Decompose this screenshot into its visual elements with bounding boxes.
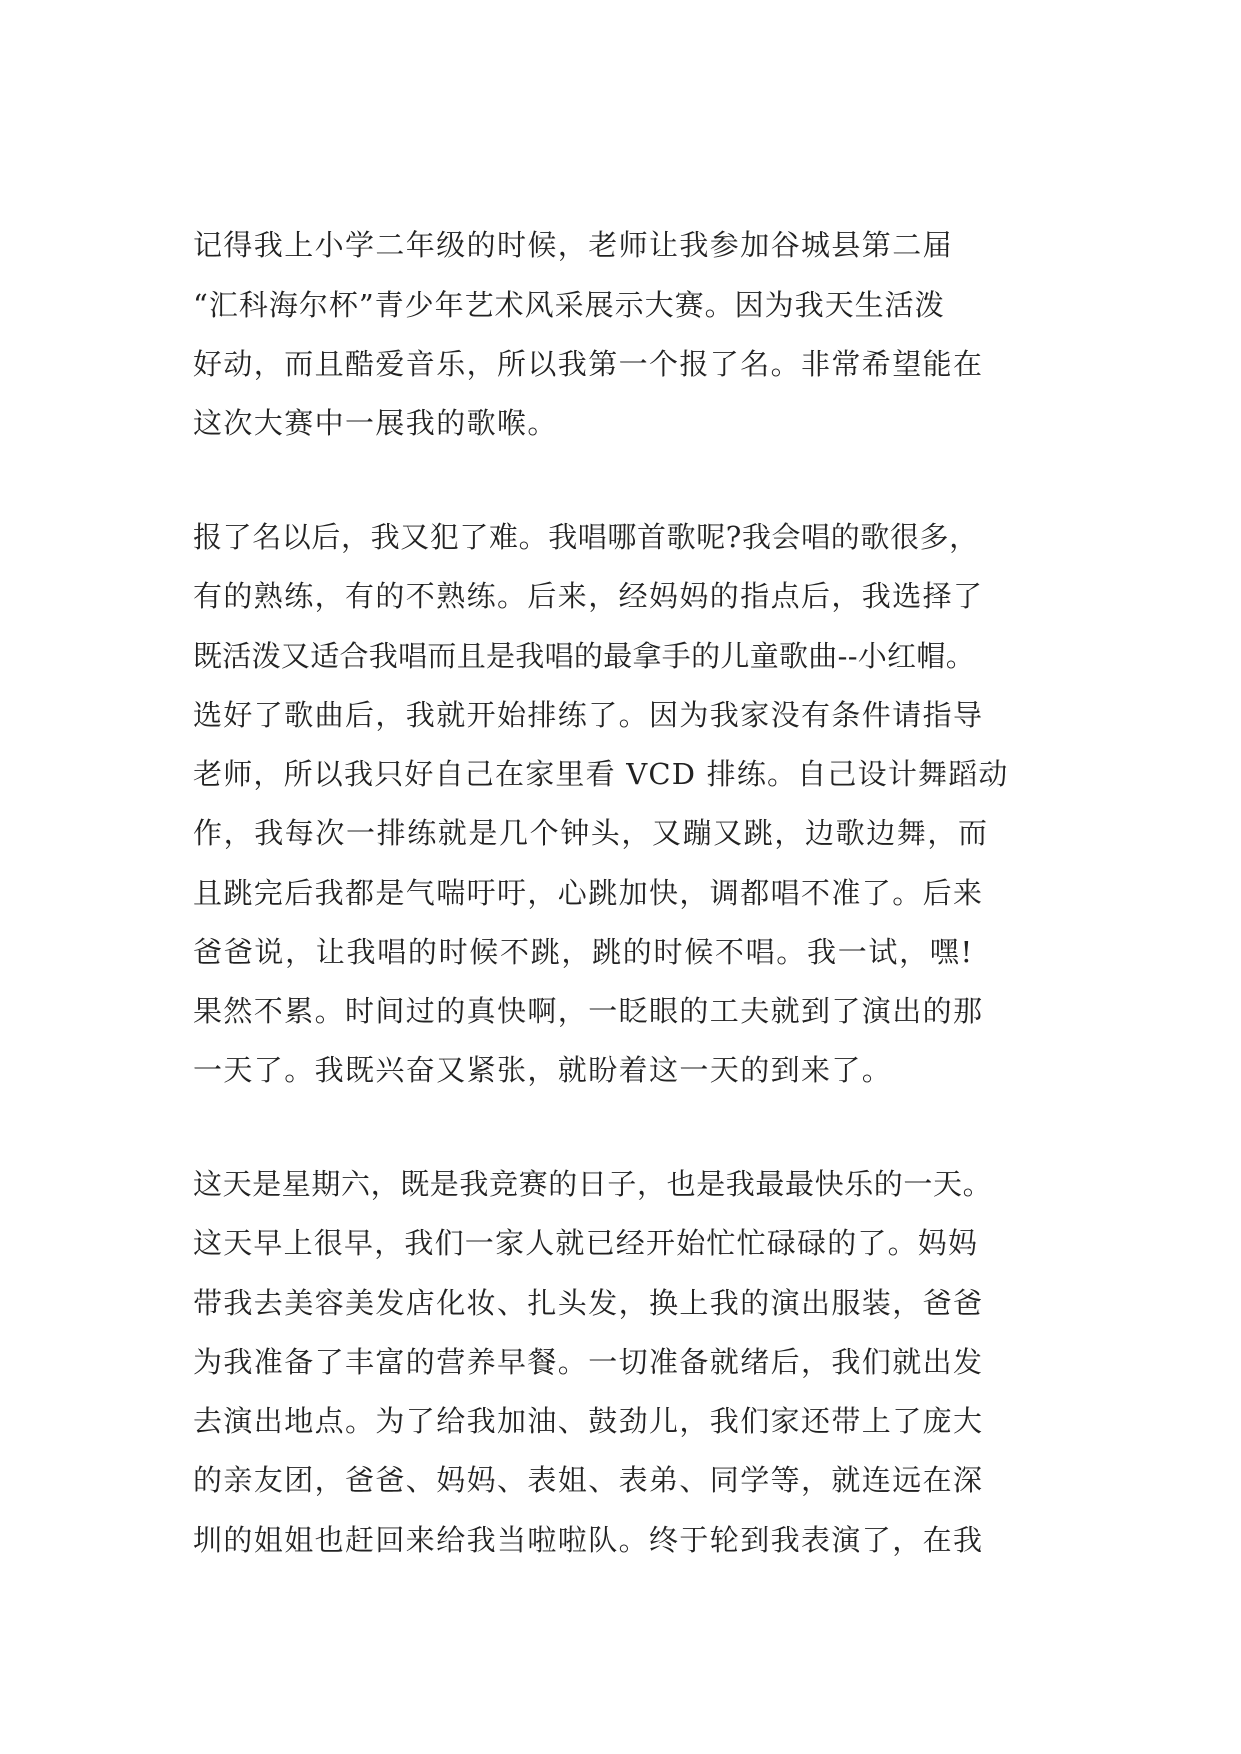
text-line: 的亲友团，爸爸、妈妈、表姐、表弟、同学等，就连远在深 bbox=[193, 1463, 984, 1497]
text-line: 选好了歌曲后，我就开始排练了。因为我家没有条件请指导 bbox=[193, 698, 984, 732]
text-line: 这次大赛中一展我的歌喉。 bbox=[193, 406, 558, 440]
text-line: 一天了。我既兴奋又紧张，就盼着这一天的到来了。 bbox=[193, 1053, 893, 1087]
text-line: 记得我上小学二年级的时候，老师让我参加谷城县第二届 bbox=[193, 228, 954, 262]
text-line: “汇科海尔杯”青少年艺术风采展示大赛。因为我天生活泼 bbox=[193, 288, 945, 322]
text-line: 既活泼又适合我唱而且是我唱的最拿手的儿童歌曲--小红帽。 bbox=[193, 639, 975, 673]
text-line: 老师，所以我只好自己在家里看 VCD 排练。自己设计舞蹈动 bbox=[193, 757, 1009, 791]
text-line: 圳的姐姐也赶回来给我当啦啦队。终于轮到我表演了，在我 bbox=[193, 1523, 984, 1557]
text-line: 且跳完后我都是气喘吁吁，心跳加快，调都唱不准了。后来 bbox=[193, 876, 984, 910]
text-line: 这天是星期六，既是我竞赛的日子，也是我最最快乐的一天。 bbox=[193, 1167, 993, 1201]
text-line: 带我去美容美发店化妆、扎头发，换上我的演出服装，爸爸 bbox=[193, 1286, 984, 1320]
text-line: 报了名以后，我又犯了难。我唱哪首歌呢?我会唱的歌很多， bbox=[193, 520, 979, 554]
text-line: 这天早上很早，我们一家人就已经开始忙忙碌碌的了。妈妈 bbox=[193, 1226, 979, 1260]
text-line: 去演出地点。为了给我加油、鼓劲儿，我们家还带上了庞大 bbox=[193, 1404, 984, 1438]
text-line: 爸爸说，让我唱的时候不跳，跳的时候不唱。我一试，嘿! bbox=[193, 935, 974, 969]
text-line: 果然不累。时间过的真快啊，一眨眼的工夫就到了演出的那 bbox=[193, 994, 984, 1028]
text-line: 有的熟练，有的不熟练。后来，经妈妈的指点后，我选择了 bbox=[193, 579, 984, 613]
text-line: 作，我每次一排练就是几个钟头，又蹦又跳，边歌边舞，而 bbox=[193, 816, 989, 850]
text-line: 好动，而且酷爱音乐，所以我第一个报了名。非常希望能在 bbox=[193, 347, 984, 381]
text-line: 为我准备了丰富的营养早餐。一切准备就绪后，我们就出发 bbox=[193, 1345, 984, 1379]
